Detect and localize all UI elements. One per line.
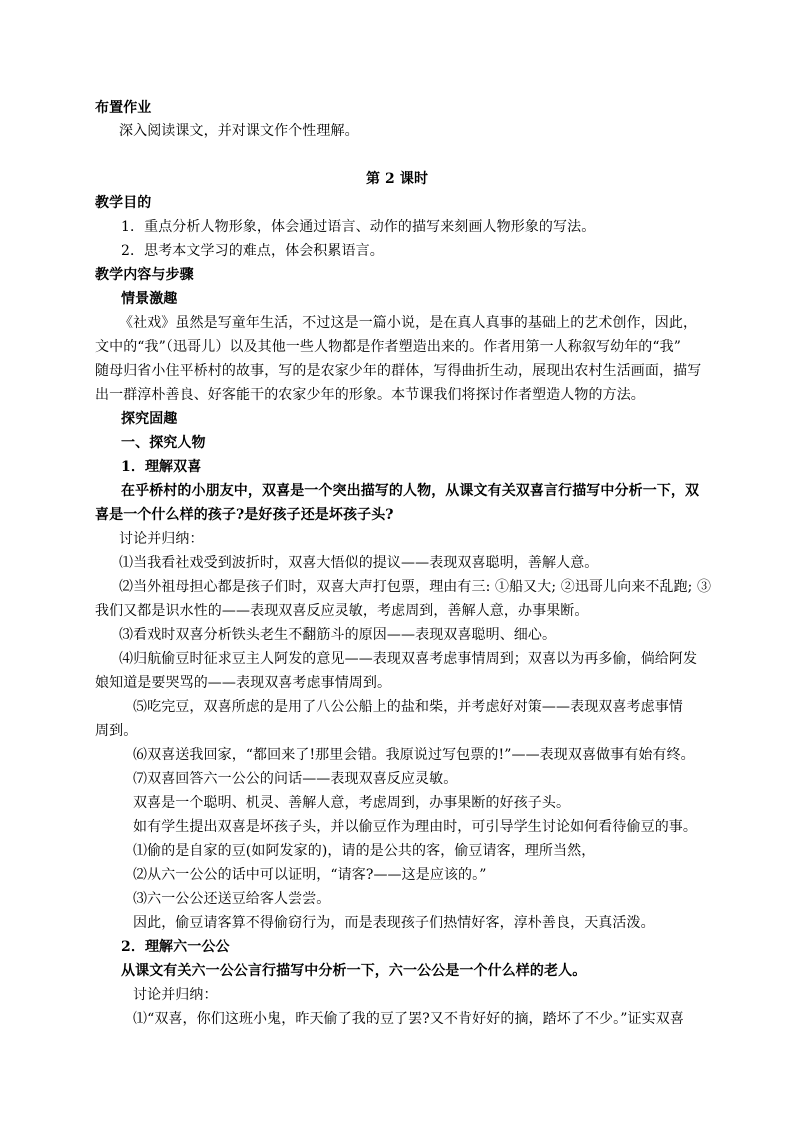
list-item: ⑷归航偷豆时征求豆主人阿发的意见——表现双喜考虑事情周到；双喜以为再多偷，倘给阿发 xyxy=(119,651,698,667)
subheading-intro: 情景激趣 xyxy=(121,291,178,307)
subheading-explore: 探究固趣 xyxy=(121,411,178,427)
list-item: ⑸吃完豆，双喜所虑的是用了八公公船上的盐和柴，并考虑好对策——表现双喜考虑事情 xyxy=(133,699,683,715)
paragraph: 如有学生提出双喜是坏孩子头，并以偷豆作为理由时，可引导学生讨论如何看待偷豆的事。 xyxy=(133,819,697,835)
subheading-liuyi: 2．理解六一公公 xyxy=(121,939,230,955)
list-item: 娘知道是要哭骂的——表现双喜考虑事情周到。 xyxy=(95,675,392,691)
list-item: ⑴当我看社戏受到波折时，双喜大悟似的提议——表现双喜聪明，善解人意。 xyxy=(119,555,599,571)
section-heading-content: 教学内容与步骤 xyxy=(95,267,194,283)
paragraph: 深入阅读课文，并对课文作个性理解。 xyxy=(119,123,359,139)
section-heading-homework: 布置作业 xyxy=(95,100,152,116)
paragraph: 讨论并归纳： xyxy=(119,531,204,547)
lesson-title: 第 2 课时 xyxy=(365,171,429,187)
question: 从课文有关六一公公言行描写中分析一下，六一公公是一个什么样的老人。 xyxy=(121,963,587,979)
paragraph: 出一群淳朴善良、好客能干的农家少年的形象。本节课我们将探讨作者塑造人物的方法。 xyxy=(95,387,645,403)
paragraph: 文中的“我”（迅哥儿）以及其他一些人物都是作者塑造出来的。作者用第一人称叙写幼年的“我” xyxy=(95,339,682,355)
list-item: ⑴偷的是自家的豆(如阿发家的)，请的是公共的客，偷豆请客，理所当然， xyxy=(133,843,596,859)
paragraph: 双喜是一个聪明、机灵、善解人意，考虑周到，办事果断的好孩子头。 xyxy=(133,795,571,811)
section-heading-objectives: 教学目的 xyxy=(95,195,152,211)
subheading-characters: 一、探究人物 xyxy=(121,435,206,451)
list-item: ⑺双喜回答六一公公的问话——表现双喜反应灵敏。 xyxy=(133,771,458,787)
question: 喜是一个什么样的孩子?是好孩子还是坏孩子头? xyxy=(95,507,394,523)
question: 在乎桥村的小朋友中，双喜是一个突出描写的人物，从课文有关双喜言行描写中分析一下，双 xyxy=(121,483,700,499)
list-item: ⑵从六一公公的话中可以证明，“请客?——这是应该的。” xyxy=(133,867,487,883)
list-item: 我们又都是识水性的——表现双喜反应灵敏，考虑周到，善解人意，办事果断。 xyxy=(95,603,589,619)
paragraph: 《社戏》虽然是写童年生活，不过这是一篇小说，是在真人真事的基础上的艺术创作，因此， xyxy=(119,315,698,331)
paragraph: 因此，偷豆请客算不得偷窃行为，而是表现孩子们热情好客，淳朴善良，天真活泼。 xyxy=(133,915,655,931)
subheading-shuangxi: 1．理解双喜 xyxy=(121,459,202,475)
paragraph: 讨论并归纳： xyxy=(133,987,218,1003)
list-item: ⑹双喜送我回家，“都回来了!那里会错。我原说过写包票的!”——表现双喜做事有始有终。 xyxy=(133,747,695,763)
list-item: ⑵当外祖母担心都是孩子们时，双喜大声打包票，理由有三: ①船又大; ②迅哥儿向来不乱跑; ③ xyxy=(119,579,712,595)
list-item: ⑶六一公公还送豆给客人尝尝。 xyxy=(133,891,331,907)
list-item: 1．重点分析人物形象，体会通过语言、动作的描写来刻画人物形象的写法。 xyxy=(121,219,596,235)
list-item: ⑶看戏时双喜分析铁头老生不翻筋斗的原因——表现双喜聪明、细心。 xyxy=(119,627,557,643)
list-item: ⑴“双喜，你们这班小鬼，昨天偷了我的豆了罢?又不肯好好的摘，踏坏了不少。”证实双喜 xyxy=(133,1011,684,1027)
list-item: 周到。 xyxy=(95,723,138,739)
paragraph: 随母归省小住平桥村的故事，写的是农家少年的群体，写得曲折生动，展现出农村生活画面，描写 xyxy=(95,363,702,379)
list-item: 2．思考本文学习的难点，体会积累语言。 xyxy=(121,243,384,259)
